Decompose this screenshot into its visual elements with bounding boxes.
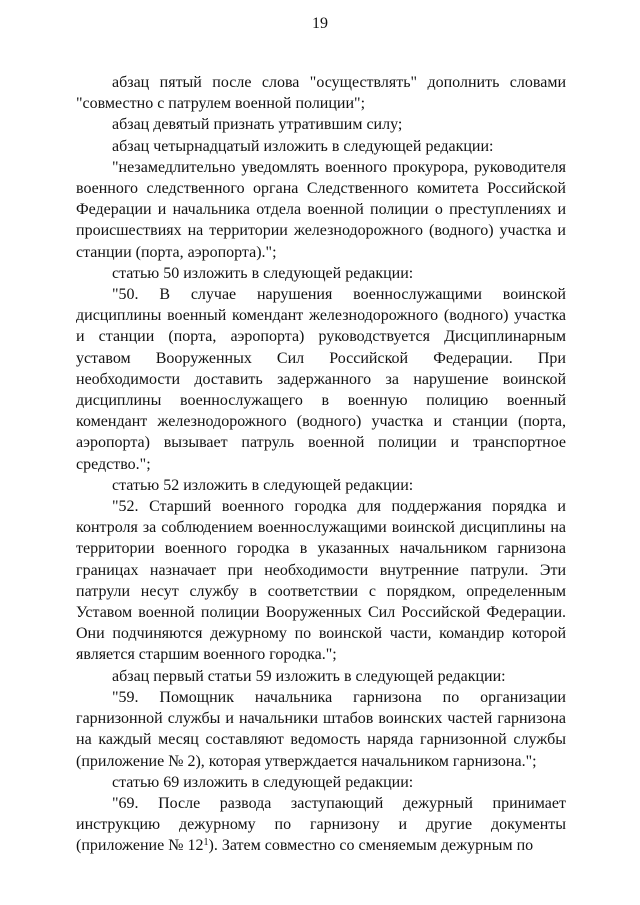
document-body	[76, 72, 566, 857]
article-69-text-start: "69. После развода заступающий дежурный принимает инструкцию дежурному по гарнизону и другие документы (приложение № 12	[76, 794, 566, 855]
paragraph-article-69-text	[76, 793, 566, 857]
paragraph-article-59-text: "59. Помощник начальника гарнизона по организации гарнизонной службы и начальники штабов воинских частей гарнизона на каждый месяц составляют ведомость наряда гарнизонной службы (приложение № 2), которая утверждается начальником гарнизона.";	[76, 688, 566, 770]
paragraph-abzac-14-intro: абзац четырнадцатый изложить в следующей редакции:	[112, 137, 494, 155]
paragraph-article-50-text: "50. В случае нарушения военнослужащими воинской дисциплины военный комендант железнодорожного (водного) участка и станции (порта, аэропорта) руководствуется Дисциплинарным уставом Вооруженных Сил Российской Федерации. При необходимости доставить задержанного за нарушение воинской дисциплины военнослужащего в военную полицию военный комендант железнодорожного (водного) участка и станции (порта, аэропорта) вызывает патруль военной полиции и транспортное средство.";	[76, 286, 566, 473]
paragraph-abzac-14-text: "незамедлительно уведомлять военного прокурора, руководителя военного следственного органа Следственного комитета Российской Федерации и начальника отдела военной полиции о преступлениях и происшествиях на территории железнодорожного (водного) участка и станции (порта, аэропорта).";	[76, 158, 566, 261]
page-number: 19	[312, 15, 328, 32]
paragraph-article-50-intro: статью 50 изложить в следующей редакции:	[112, 264, 414, 282]
paragraph-article-69-intro: статью 69 изложить в следующей редакции:	[112, 773, 414, 791]
article-69-text-end: ). Затем совместно со сменяемым дежурным по	[208, 837, 534, 855]
superscript-marker: 1	[203, 837, 209, 849]
paragraph-article-52-intro: статью 52 изложить в следующей редакции:	[112, 476, 414, 494]
paragraph-amend-abzac-5: абзац пятый после слова "осуществлять" дополнить словами "совместно с патрулем военной полиции";	[76, 74, 566, 113]
paragraph-article-52-text: "52. Старший военного городка для поддержания порядка и контроля за соблюдением военнослужащими воинской дисциплины на территории военного городка в указанных начальником гарнизона границах назначает при необходимости внутренние патрули. Эти патрули несут службу в соответствии с порядком, определенным Уставом военной полиции Вооруженных Сил Российской Федерации. Они подчиняются дежурному по воинской части, командир которой является старшим военного городка.";	[76, 498, 566, 664]
paragraph-abzac-9-void: абзац девятый признать утратившим силу;	[112, 116, 403, 134]
paragraph-article-59-intro: абзац первый статьи 59 изложить в следующей редакции:	[112, 667, 506, 685]
